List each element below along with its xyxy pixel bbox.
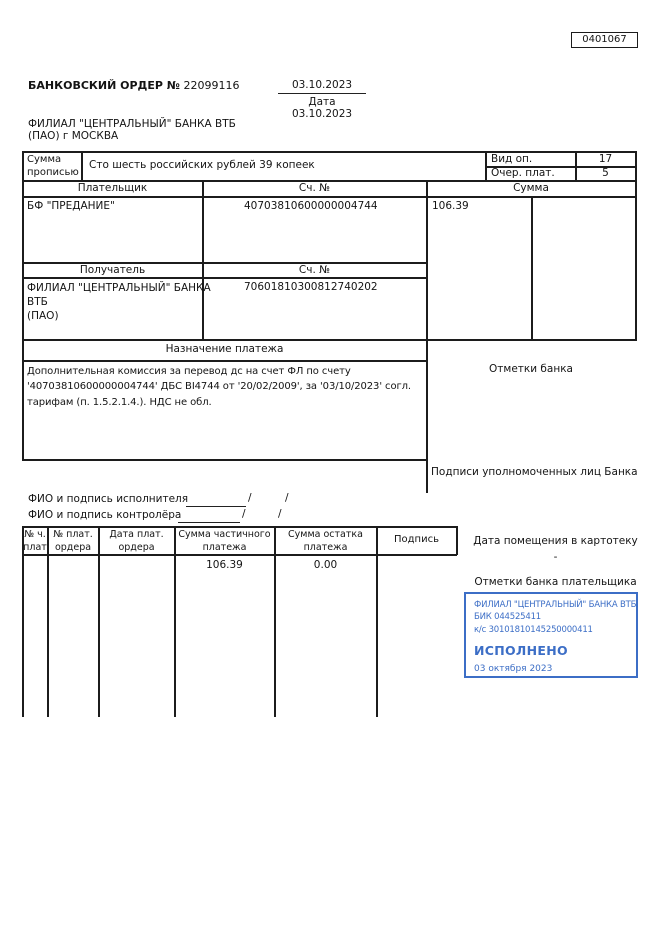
amount-words-label-line1: Сумма — [27, 154, 62, 165]
form-code-box — [571, 32, 638, 48]
partial-col-header-5 — [274, 528, 377, 554]
payer-name: БФ "ПРЕДАНИЕ" — [27, 200, 115, 212]
controller-slash1: / — [242, 508, 246, 520]
date-value-top: 03.10.2023 — [291, 79, 353, 91]
stamp-status: ИСПОЛНЕНО — [474, 642, 568, 658]
executor-slash1: / — [248, 492, 252, 504]
partial-table-col-line-3 — [174, 526, 176, 717]
op-type-label: Вид оп. — [491, 153, 533, 165]
date-underline — [278, 80, 366, 94]
controller-slash2: / — [278, 508, 282, 520]
bank-execution-stamp — [464, 592, 638, 678]
amount-words-label-divider — [81, 151, 83, 181]
stamp-date: 03 октября 2023 — [474, 663, 553, 674]
payee-name — [27, 281, 227, 323]
payee-account-header: Сч. № — [298, 264, 331, 276]
payee-header: Получатель — [79, 264, 146, 276]
bank-branch-line2: (ПАО) г МОСКВА — [28, 130, 119, 142]
partial-col-header-1 — [22, 528, 48, 554]
sum-inner-divider — [531, 196, 533, 341]
account-sum-divider — [426, 180, 428, 493]
authorized-signatures-label: Подписи уполномоченных лиц Банка — [431, 466, 638, 478]
payee-name-line1: ФИЛИАЛ "ЦЕНТРАЛЬНЫЙ" БАНКА ВТБ — [27, 282, 211, 308]
sum-header: Сумма — [513, 182, 549, 194]
partial-col-header-2 — [47, 528, 99, 554]
priority-label: Очер. плат. — [491, 167, 555, 179]
partial-table-col-line-5 — [376, 526, 378, 717]
partial-col-header-6: Подпись — [394, 534, 439, 545]
amount-in-words: Сто шесть российских рублей 39 копеек — [89, 159, 315, 171]
partial-col-header-5-line1: Сумма остатка — [288, 529, 363, 540]
partial-table-col-line-1 — [47, 526, 49, 717]
op-type-left-divider — [485, 151, 487, 181]
payment-amount: 106.39 — [432, 200, 469, 212]
partial-col-header-4-line2: платежа — [202, 542, 247, 553]
executor-slash2: / — [285, 492, 289, 504]
payee-account: 70601810300812740202 — [244, 281, 378, 293]
executor-signature-line — [186, 493, 246, 507]
partial-table-col-line-0 — [22, 526, 24, 717]
partial-col-header-5-line2: платежа — [303, 542, 348, 553]
stamp-bik: БИК 044525411 — [474, 612, 541, 623]
stamp-bank-name: ФИЛИАЛ "ЦЕНТРАЛЬНЫЙ" БАНКА ВТБ — [474, 600, 637, 610]
bank-marks-label: Отметки банка — [489, 363, 573, 375]
partial-col-header-3-line1: Дата плат. — [109, 529, 164, 540]
partial-col-header-3-line2: ордера — [118, 542, 155, 553]
partial-amount-value: 106.39 — [206, 559, 243, 571]
payee-header-bottom-border — [22, 277, 427, 279]
purpose-header-top-border — [22, 339, 636, 341]
bank-branch-line1: ФИЛИАЛ "ЦЕНТРАЛЬНЫЙ" БАНКА ВТБ — [28, 118, 236, 130]
payer-bank-marks-label: Отметки банка плательщика — [474, 576, 637, 588]
order-number: 22099116 — [183, 79, 240, 92]
partial-table-col-line-2 — [98, 526, 100, 717]
payer-account-header: Сч. № — [298, 182, 331, 194]
amount-words-label — [27, 153, 81, 179]
controller-signature-label: ФИО и подпись контролёра — [28, 509, 182, 521]
partial-col-header-4-line1: Сумма частичного — [178, 529, 271, 540]
title-label: БАНКОВСКИЙ ОРДЕР № — [28, 79, 180, 92]
controller-signature-line — [178, 509, 240, 523]
table-left-border — [22, 151, 24, 461]
header-row-bottom-border — [22, 196, 636, 198]
partial-table-col-line-4 — [274, 526, 276, 717]
executor-signature-label: ФИО и подпись исполнителя — [28, 493, 189, 505]
payer-account: 40703810600000004744 — [244, 200, 378, 212]
partial-col-header-2-line1: № плат. — [53, 529, 93, 540]
card-file-value: - — [553, 551, 558, 563]
priority-value: 5 — [602, 167, 609, 179]
partial-col-header-2-line2: ордера — [54, 542, 92, 553]
table-right-border — [635, 151, 637, 341]
table-top-border — [22, 151, 636, 153]
form-code: 0401067 — [582, 34, 627, 45]
partial-col-header-4 — [174, 528, 275, 554]
payer-header: Плательщик — [77, 182, 148, 194]
partial-table-header-bottom-border — [22, 554, 457, 556]
stamp-corr-account: к/с 30101810145250000411 — [474, 624, 593, 635]
date-value-bottom: 03.10.2023 — [291, 108, 353, 120]
partial-col-header-3 — [98, 528, 175, 554]
document-title — [28, 79, 240, 92]
purpose-header: Назначение платежа — [165, 343, 284, 355]
remainder-amount-value: 0.00 — [313, 559, 338, 571]
date-label: Дата — [308, 96, 336, 108]
card-file-label: Дата помещения в картотеку — [473, 535, 638, 547]
purpose-header-bottom-border — [22, 360, 427, 362]
op-type-value: 17 — [598, 153, 613, 165]
payee-name-line2: (ПАО) — [27, 310, 59, 322]
purpose-line3: тарифам (п. 1.5.2.1.4.). НДС не обл. — [27, 397, 212, 408]
purpose-area-bottom-border — [22, 459, 427, 461]
amount-words-label-line2: прописью — [27, 167, 79, 178]
purpose-line2: '40703810600000004744' ДБС BI4744 от '20/02/2009', за '03/10/2023' согл. — [27, 381, 411, 392]
partial-col-header-1-line1: № ч. — [24, 529, 46, 540]
partial-col-header-1-line2: плат — [23, 542, 47, 553]
purpose-line1: Дополнительная комиссия за перевод дс на счет ФЛ по счету — [27, 366, 351, 377]
